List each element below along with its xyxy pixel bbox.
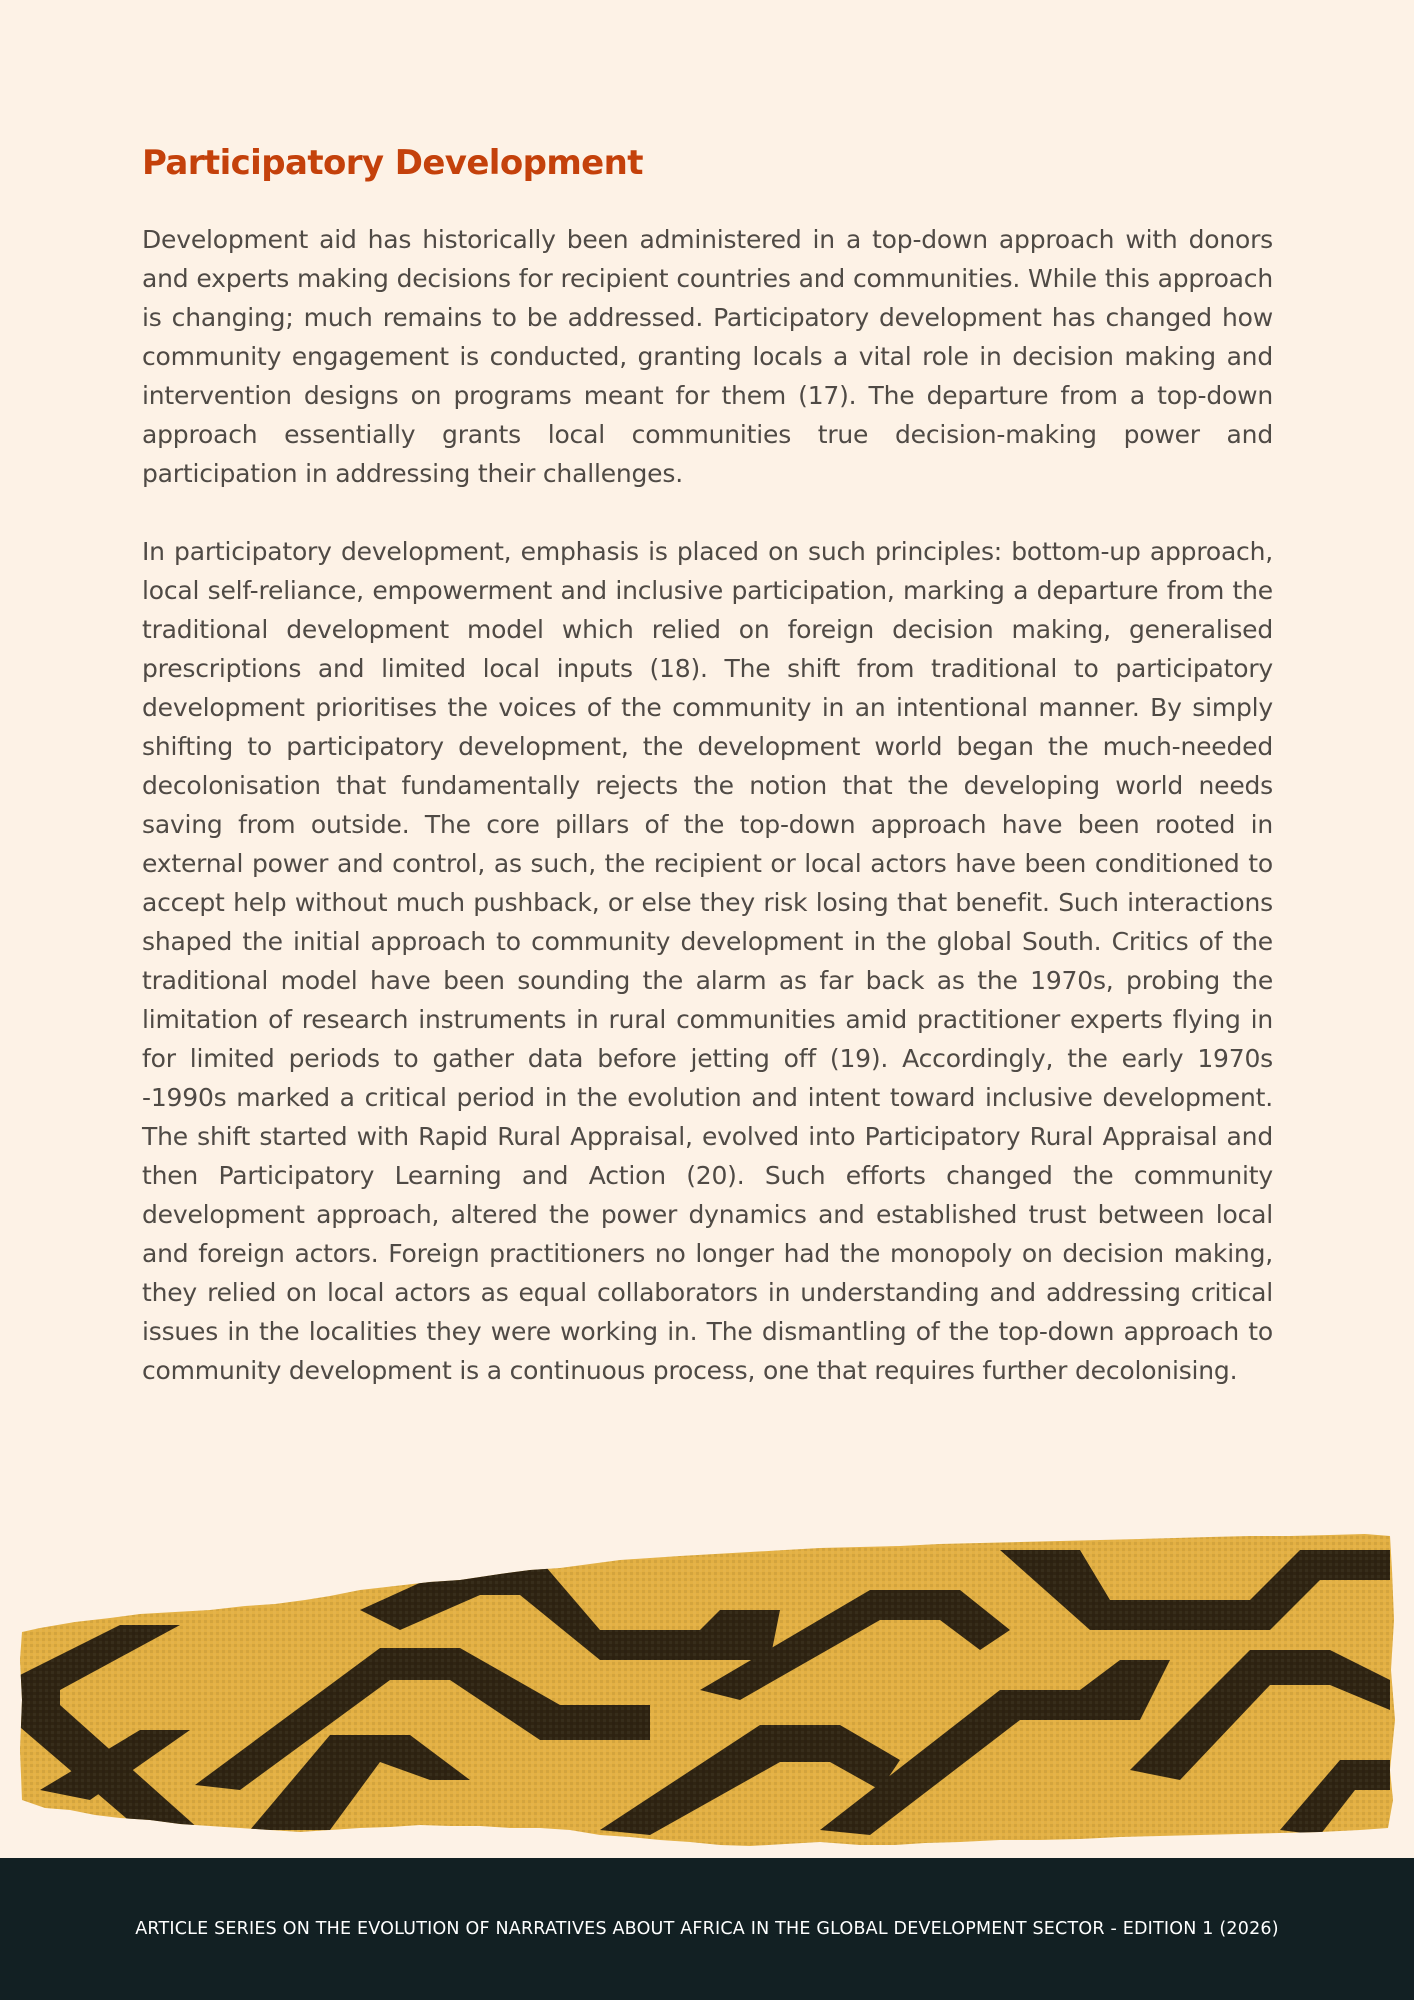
article <box>142 138 1273 1390</box>
article-title: Participatory Development <box>142 143 643 183</box>
kuba-cloth-pattern-image <box>0 1530 1414 1850</box>
footer-series-title: ARTICLE SERIES ON THE EVOLUTION OF NARRATIVES ABOUT AFRICA IN THE GLOBAL DEVELOPMENT SECTOR - EDITION 1 (2026) <box>135 1919 1279 1939</box>
article-paragraph-1: Development aid has historically been administered in a top-down approach with donors and experts making decisions for recipient countries and communities. While this approach is changing; much remains to be addressed. Participatory development has changed how community engagement is conducted, granting locals a vital role in decision making and intervention designs on programs meant for them (17). The departure from a top-down approach essentially grants local communities true decision-making power and participation in addressing their challenges. <box>142 225 1273 488</box>
article-paragraph-2: In participatory development, emphasis is placed on such principles: bottom-up approach, local self-reliance, empowerment and inclusive participation, marking a departure from the traditional development model which relied on foreign decision making, generalised prescriptions and limited local inputs (18). The shift from traditional to participatory development prioritises the voices of the community in an intentional manner. By simply shifting to participatory development, the development world began the much-needed decolonisation that fundamentally rejects the notion that the developing world needs saving from outside. The core pillars of the top-down approach have been rooted in external power and control, as such, the recipient or local actors have been conditioned to accept help without much pushback, or else they risk losing that benefit. Such interactions shaped the initial approach to community development in the global South. Critics of the traditional model have been sounding the alarm as far back as the 1970s, probing the limitation of research instruments in rural communities amid practitioner experts flying in for limited periods to gather data before jetting off (19). Accordingly, the early 1970s -1990s marked a critical period in the evolution and intent toward inclusive development. The shift started with Rapid Rural Appraisal, evolved into Participatory Rural Appraisal and then Participatory Learning and Action (20). Such efforts changed the community development approach, altered the power dynamics and established trust between local and foreign actors. Foreign practitioners no longer had the monopoly on decision making, they relied on local actors as equal collaborators in understanding and addressing critical issues in the localities they were working in. The dismantling of the top-down approach to community development is a continuous process, one that requires further decolonising. <box>142 537 1273 1385</box>
footer-bar <box>0 1858 1414 2000</box>
